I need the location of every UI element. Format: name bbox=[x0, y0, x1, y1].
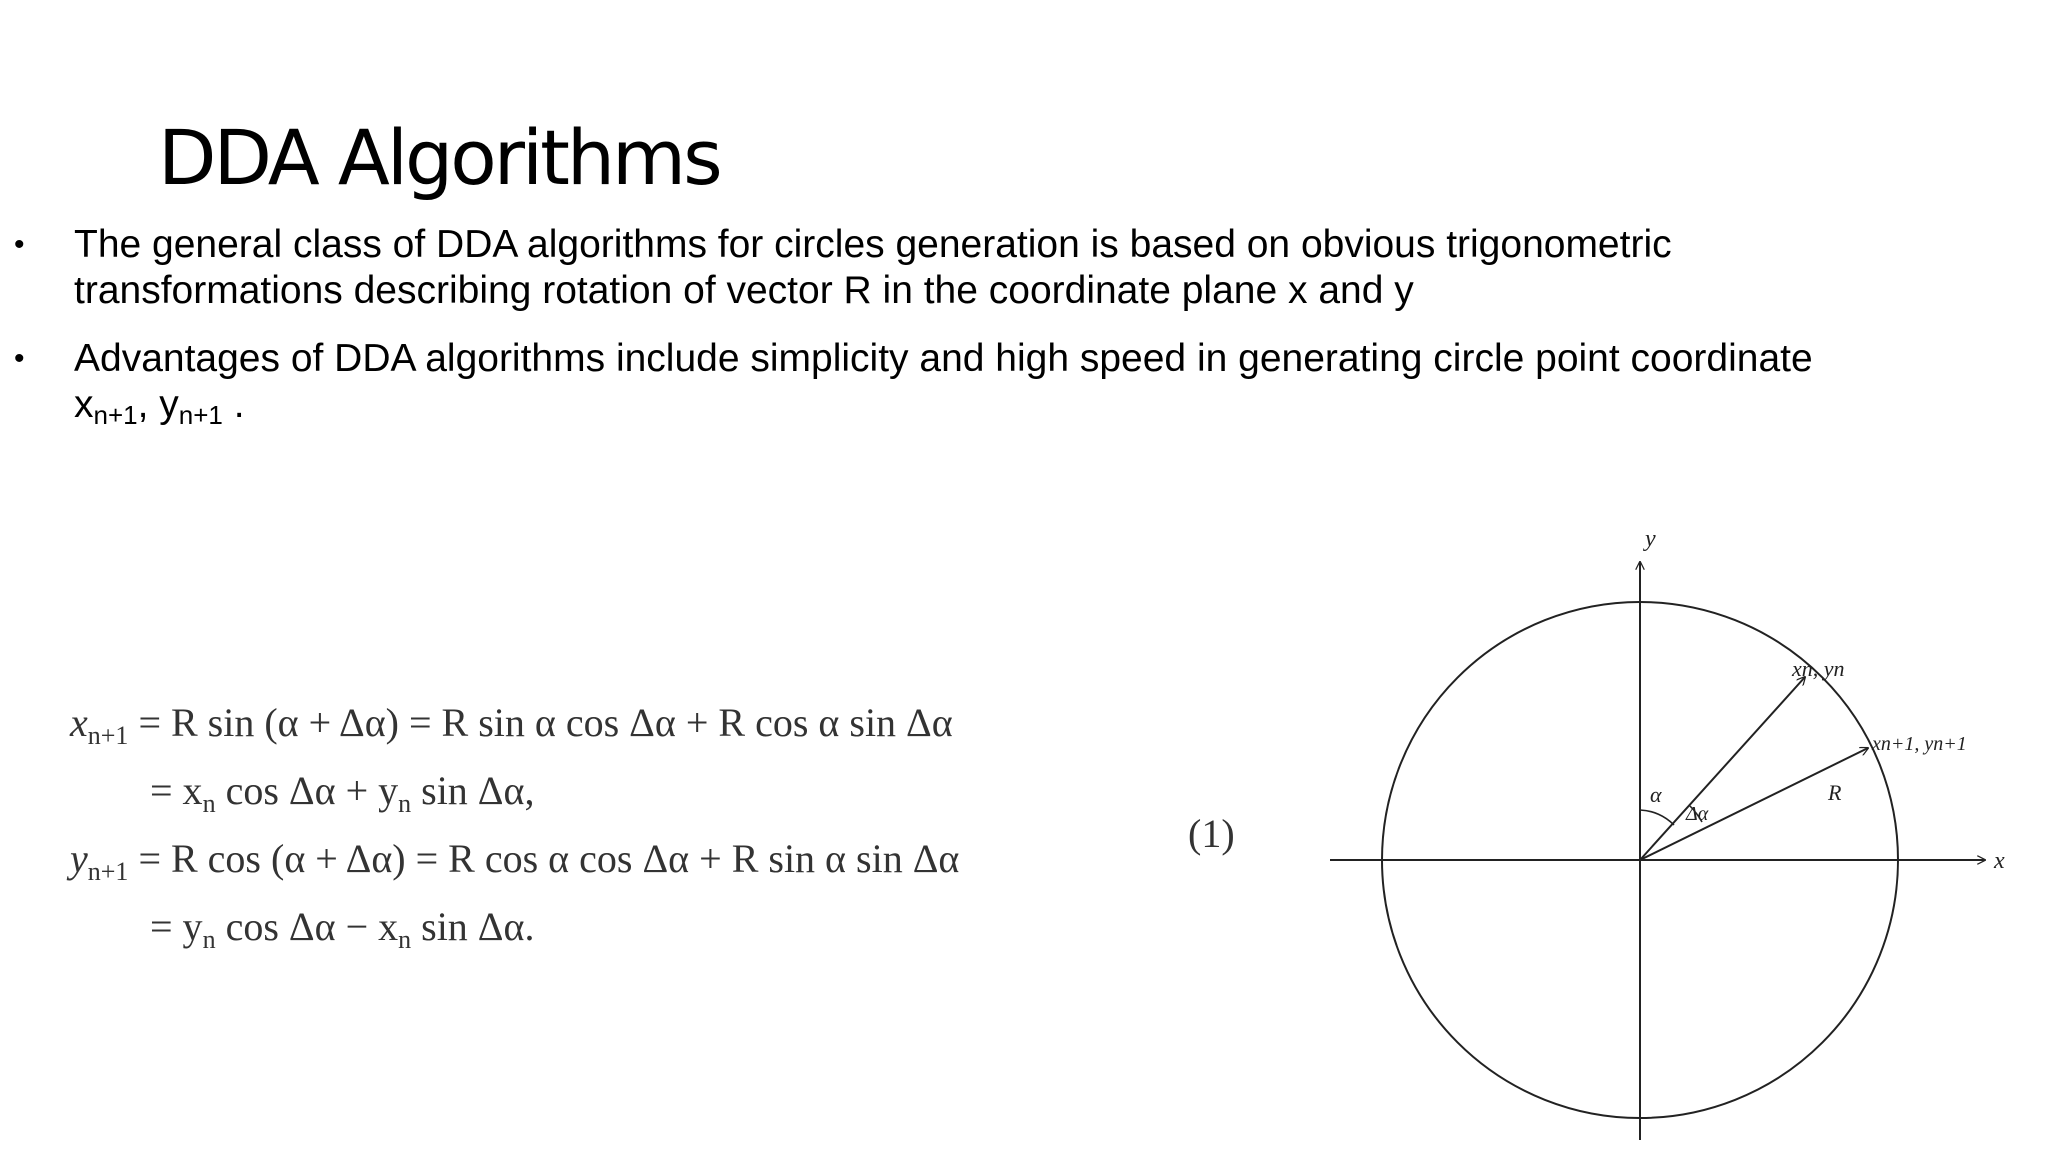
equation-number: (1) bbox=[1188, 811, 1235, 856]
radius-label: R bbox=[1828, 780, 1842, 805]
eq1-lhs-sub: n+1 bbox=[87, 721, 129, 750]
point-n1-label: xn+1, yn+1 bbox=[1872, 733, 1967, 755]
eq4-part-1: = y bbox=[150, 904, 203, 949]
eq2-part-2: cos Δα + y bbox=[215, 768, 399, 813]
eq2-part-1: = x bbox=[150, 768, 203, 813]
eq4-sub-2: n bbox=[398, 925, 412, 954]
alpha-label: α bbox=[1650, 782, 1662, 807]
equation-line-4 bbox=[150, 904, 535, 954]
coord-separator: , bbox=[137, 383, 160, 426]
eq1-rhs: = R sin (α + Δα) = R sin α cos Δα + R cos α sin Δα bbox=[128, 700, 953, 745]
bullet-item bbox=[0, 336, 2048, 428]
vector-r-n bbox=[1640, 677, 1805, 860]
x-axis-label: x bbox=[1994, 848, 2005, 874]
eq3-rhs: = R cos (α + Δα) = R cos α cos Δα + R sin α sin Δα bbox=[128, 836, 960, 881]
y-axis-label: y bbox=[1645, 526, 1656, 552]
bullet-item bbox=[0, 222, 2048, 314]
coord-y: y bbox=[159, 383, 179, 426]
point-n-label: xn, yn bbox=[1792, 656, 1845, 681]
eq4-sub-1: n bbox=[202, 925, 216, 954]
eq1-lhs-var: x bbox=[70, 700, 88, 745]
eq3-lhs-sub: n+1 bbox=[87, 857, 129, 886]
alpha-arc bbox=[1640, 810, 1674, 825]
bullet-text: The general class of DDA algorithms for circles generation is based on obvious trigonometric bbox=[74, 223, 1672, 266]
bullet-text: Advantages of DDA algorithms include simplicity and high speed in generating circle point coordinate bbox=[74, 337, 1813, 380]
eq3-lhs-var: y bbox=[70, 836, 88, 881]
coord-x-subscript: n+1 bbox=[93, 400, 138, 430]
slide-title: DDA Algorithms bbox=[158, 113, 720, 202]
bullet-dot-icon: • bbox=[14, 342, 25, 375]
equation-line-3 bbox=[70, 836, 960, 886]
eq2-part-3: sin Δα, bbox=[411, 768, 535, 813]
eq2-sub-1: n bbox=[202, 789, 216, 818]
bullet-text-last-line: transformations describing rotation of vector R in the coordinate plane x and y bbox=[74, 269, 1414, 312]
coord-y-subscript: n+1 bbox=[178, 400, 223, 430]
equation-line-1 bbox=[70, 700, 953, 750]
circle-rotation-diagram bbox=[1300, 510, 2020, 1150]
bullet-dot-icon: • bbox=[14, 228, 25, 261]
eq2-sub-2: n bbox=[398, 789, 412, 818]
bullet-list bbox=[0, 222, 2048, 450]
equation-line-2 bbox=[150, 768, 535, 818]
coord-end: . bbox=[222, 383, 245, 426]
eq4-part-2: cos Δα − x bbox=[215, 904, 399, 949]
coord-x: x bbox=[74, 383, 94, 426]
delta-alpha-label: Δα bbox=[1686, 803, 1709, 825]
bullet-coordinates bbox=[74, 382, 2027, 428]
eq4-part-3: sin Δα. bbox=[411, 904, 535, 949]
